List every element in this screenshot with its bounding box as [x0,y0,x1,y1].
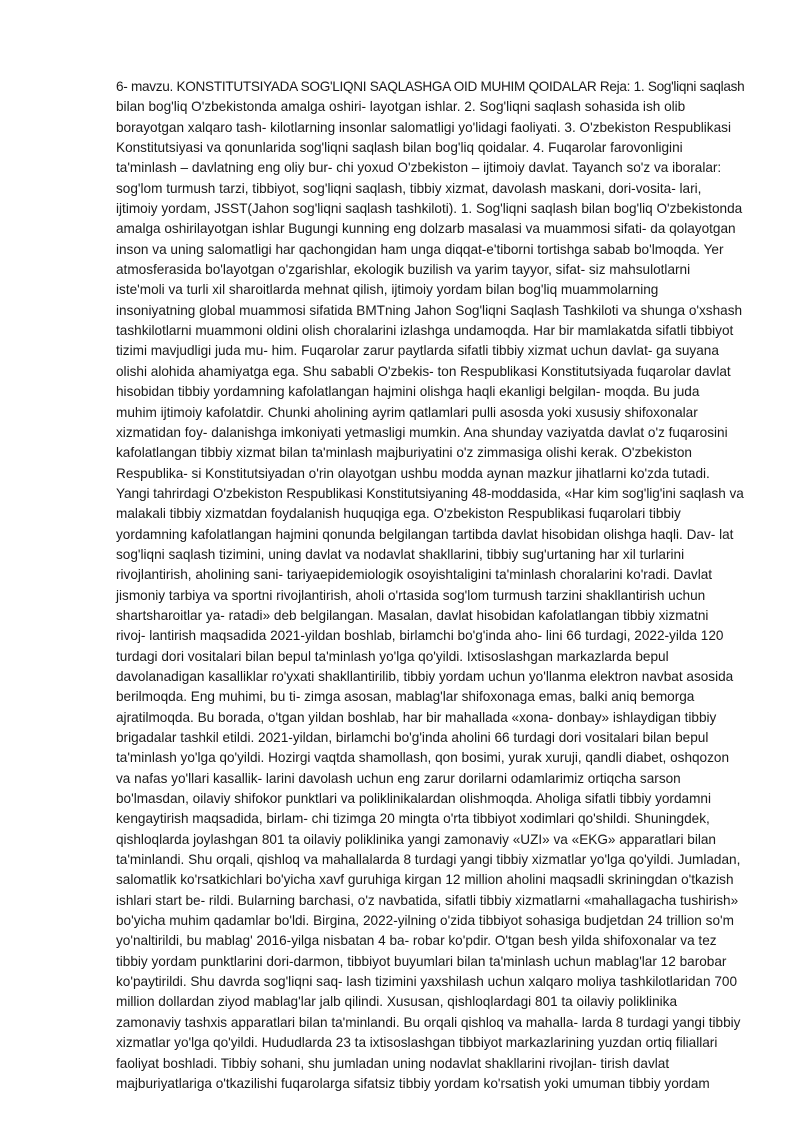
text-line: insoniyatning global muammosi sifatida BMTning Jahon Sog'liqni Saqlash Tashkiloti va shunga o'xshash [116,302,743,318]
text-line: 6- mavzu. KONSTITUTSIYADA SOG'LIQNI SAQLASHGA OID MUHIM QOIDALAR Reja: 1. Sog'liqni saqlash [116,79,745,94]
text-line: xizmatlar yo'lga qo'yildi. Hududlarda 23 ta ixtisoslashgan tibbiyot markazlarining yuzdan ortiq filiallari [116,1035,718,1051]
text-line: tibbiy yordam punktlarini dori-darmon, tibbiyot buyumlari bilan ta'minlash uchun mablag'lar 12 barobar [116,953,727,969]
text-line: bo'yicha muhim qadamlar bo'ldi. Birgina, 2022-yilning o'zida tibbiyot sohasiga budjetdan 24 trillion so'm [116,913,734,929]
text-line: va nafas yo'llari kasallik- larini davolash uchun eng zarur dorilarni odamlarimiz ortiqcha sarson [116,770,681,786]
text-line: ta'minlash yo'lga qo'yildi. Hozirgi vaqtda shamollash, qon bosimi, yurak xuruji, qandli diabet, oshqozon [116,750,730,766]
text-line: kafolatlangan tibbiy xizmat bilan ta'minlash majburiyatini o'z zimmasiga olishi kerak. O'zbekiston [116,445,692,461]
text-line: inson va uning salomatligi har qachongidan ham unga diqqat-e'tiborni tortishga sabab bo'lmoqda. Yer [116,241,724,257]
text-line: bilan bog'liq O'zbekistonda amalga oshiri- layotgan ishlar. 2. Sog'liqni saqlash sohasida ish olib [116,99,686,115]
text-line: majburiyatlariga o'tkazilishi fuqarolarga sifatsiz tibbiy yordam ko'rsatish yoki umuman tibbiy yordam [116,1075,710,1091]
text-line: qishloqlarda joylashgan 801 ta oilaviy poliklinika yangi zamonaviy «UZI» va «EKG» apparatlari bilan [116,831,716,847]
body-text [116,77,744,1094]
text-line: million dollardan ziyod mablag'lar jalb qilindi. Xususan, qishloqlardagi 801 ta oilaviy poliklinika [116,994,678,1010]
text-line: ko'paytirildi. Shu davrda sog'liqni saq- lash tizimini yaxshilash uchun xalqaro moliya tashkilotlaridan 700 [116,974,738,990]
text-line: olishi alohida ahamiyatga ega. Shu sababli O'zbekis- ton Respublikasi Konstitutsiyada fuqarolar davlat [116,363,731,379]
text-line: tizimi mavjudligi juda mu- him. Fuqarolar zarur paytlarda sifatli tibbiy xizmat uchun davlat- ga suyana [116,343,719,359]
text-line: iste'moli va turli xil sharoitlarda mehnat qilish, ijtimoiy yordam bilan bog'liq muammolarning [116,282,659,298]
text-line: xizmatidan foy- dalanishga imkoniyati yetmasligi mumkin. Ana shunday vaziyatda davlat o'z fuqarosini [116,424,728,440]
text-line: muhim ijtimoiy kafolatdir. Chunki aholining ayrim qatlamlari pulli asosda yoki xususiy shifoxonalar [116,404,698,420]
text-line: ishlari start be- rildi. Bularning barchasi, o'z navbatida, sifatli tibbiy xizmatlarni «mahallagacha tushirish» [116,892,739,908]
text-line: Respublika- si Konstitutsiyadan o'rin olayotgan ushbu modda aynan mazkur jihatlarni ko'zda tutadi. [116,465,710,481]
text-line: ta'minlandi. Shu orqali, qishloq va mahallalarda 8 turdagi yangi tibbiy xizmatlar yo'lga qo'yildi. Jumladan, [116,852,741,868]
text-line: sog'liqni saqlash tizimini, uning davlat va nodavlat shakllarini, tibbiy sug'urtaning har xil turlarini [116,546,685,562]
text-line: rivojlantirish, aholining sani- tariyaepidemiologik osoyishtaligini ta'minlash choralarini ko'radi. Davlat [116,567,713,583]
text-line: zamonaviy tashxis apparatlari bilan ta'minlandi. Bu orqali qishloq va mahalla- larda 8 turdagi yangi tibbiy [116,1014,741,1030]
text-line: turdagi dori vositalari bilan bepul ta'minlash yo'lga qo'yildi. Ixtisoslashgan markazlarda bepul [116,648,669,664]
text-line: malakali tibbiy xizmatdan foydalanish huquqiga ega. O'zbekiston Respublikasi fuqarolari tibbiy [116,506,681,522]
text-line: ijtimoiy yordam, JSST(Jahon sog'liqni saqlash tashkiloti). 1. Sog'liqni saqlash bilan bog'liq O'zbekistonda [116,201,743,217]
text-line: amalga oshirilayotgan ishlar Bugungi kunning eng dolzarb masalasi va muammosi sifati- da qolayotgan [116,221,736,237]
text-line: tashkilotlarni muammoni oldini olish choralarini izlashga undamoqda. Har bir mamlakatda sifatli tibbiyot [116,323,734,339]
text-line: Yangi tahrirdagi O'zbekiston Respublikasi Konstitutsiyaning 48-moddasida, «Har kim sog'lig'ini saqlash va [116,485,744,501]
text-line: davolanadigan kasalliklar ro'yxati shakllantirilib, tibbiy yordam uchun yo'llanma elektron navbat asosida [116,668,734,684]
text-line: rivoj- lantirish maqsadida 2021-yildan boshlab, birlamchi bo'g'inda aho- lini 66 turdagi, 2022-yilda 120 [116,628,724,644]
text-line: kengaytirish maqsadida, birlam- chi tizimga 20 mingta o'rta tibbiyot xodimlari qo'shildi. Shuningdek, [116,811,710,827]
text-line: borayotgan xalqaro tash- kilotlarning insonlar salomatligi yo'lidagi faoliyati. 3. O'zbekiston Respublikasi [116,119,731,135]
text-line: jismoniy tarbiya va sportni rivojlantirish, aholi o'rtasida sog'lom turmush tarzini shakllantirish uchun [116,587,706,603]
text-line: salomatlik ko'rsatkichlari bo'yicha xavf guruhiga kirgan 12 million aholini maqsadli skriningdan o'tkazish [116,872,734,888]
text-line: atmosferasida bo'layotgan o'zgarishlar, ekologik buzilish va yarim tayyor, sifat- siz mahsulotlarni [116,262,691,278]
text-line: shartsharoitlar ya- ratadi» deb belgilangan. Masalan, davlat hisobidan kafolatlangan tibbiy xizmatni [116,607,709,623]
text-line: sog'lom turmush tarzi, tibbiyot, sog'liqni saqlash, tibbiy xizmat, davolash maskani, dori-vosita- lari, [116,180,702,196]
text-line: faoliyat boshladi. Tibbiy sohani, shu jumladan uning nodavlat shakllarini rivojlan- tirish davlat [116,1055,670,1071]
text-line: berilmoqda. Eng muhimi, bu ti- zimga asosan, mablag'lar shifoxonaga emas, balki aniq bemorga [116,689,695,705]
text-line: ta'minlash – davlatning eng oliy bur- chi yoxud O'zbekiston – ijtimoiy davlat. Tayanch so'z va iboralar: [116,160,722,176]
text-line: hisobidan tibbiy yordamning kafolatlangan hajmini olishga haqli ekanligi belgilan- moqda. Bu juda [116,384,700,400]
text-line: bo'lmasdan, oilaviy shifokor punktlari va poliklinikalardan olishmoqda. Aholiga sifatli tibbiy yordamni [116,791,711,807]
text-line: brigadalar tashkil etildi. 2021-yildan, birlamchi bo'g'inda aholini 66 turdagi dori vositalari bilan bepul [116,730,709,745]
text-line: Konstitutsiyasi va qonunlarida sog'liqni saqlash bilan bog'liq qoidalar. 4. Fuqarolar farovonligini [116,140,683,156]
text-line: yordamning kafolatlangan hajmini qonunda belgilangan tartibda davlat hisobidan olishga haqli. Dav- lat [116,526,734,542]
text-line: yo'naltirildi, bu mablag' 2016-yilga nisbatan 4 ba- robar ko'pdir. O'tgan besh yilda shifoxonalar va tez [116,933,717,949]
text-line: ajratilmoqda. Bu borada, o'tgan yildan boshlab, har bir mahallada «xona- donbay» ishlaydigan tibbiy [116,709,717,725]
